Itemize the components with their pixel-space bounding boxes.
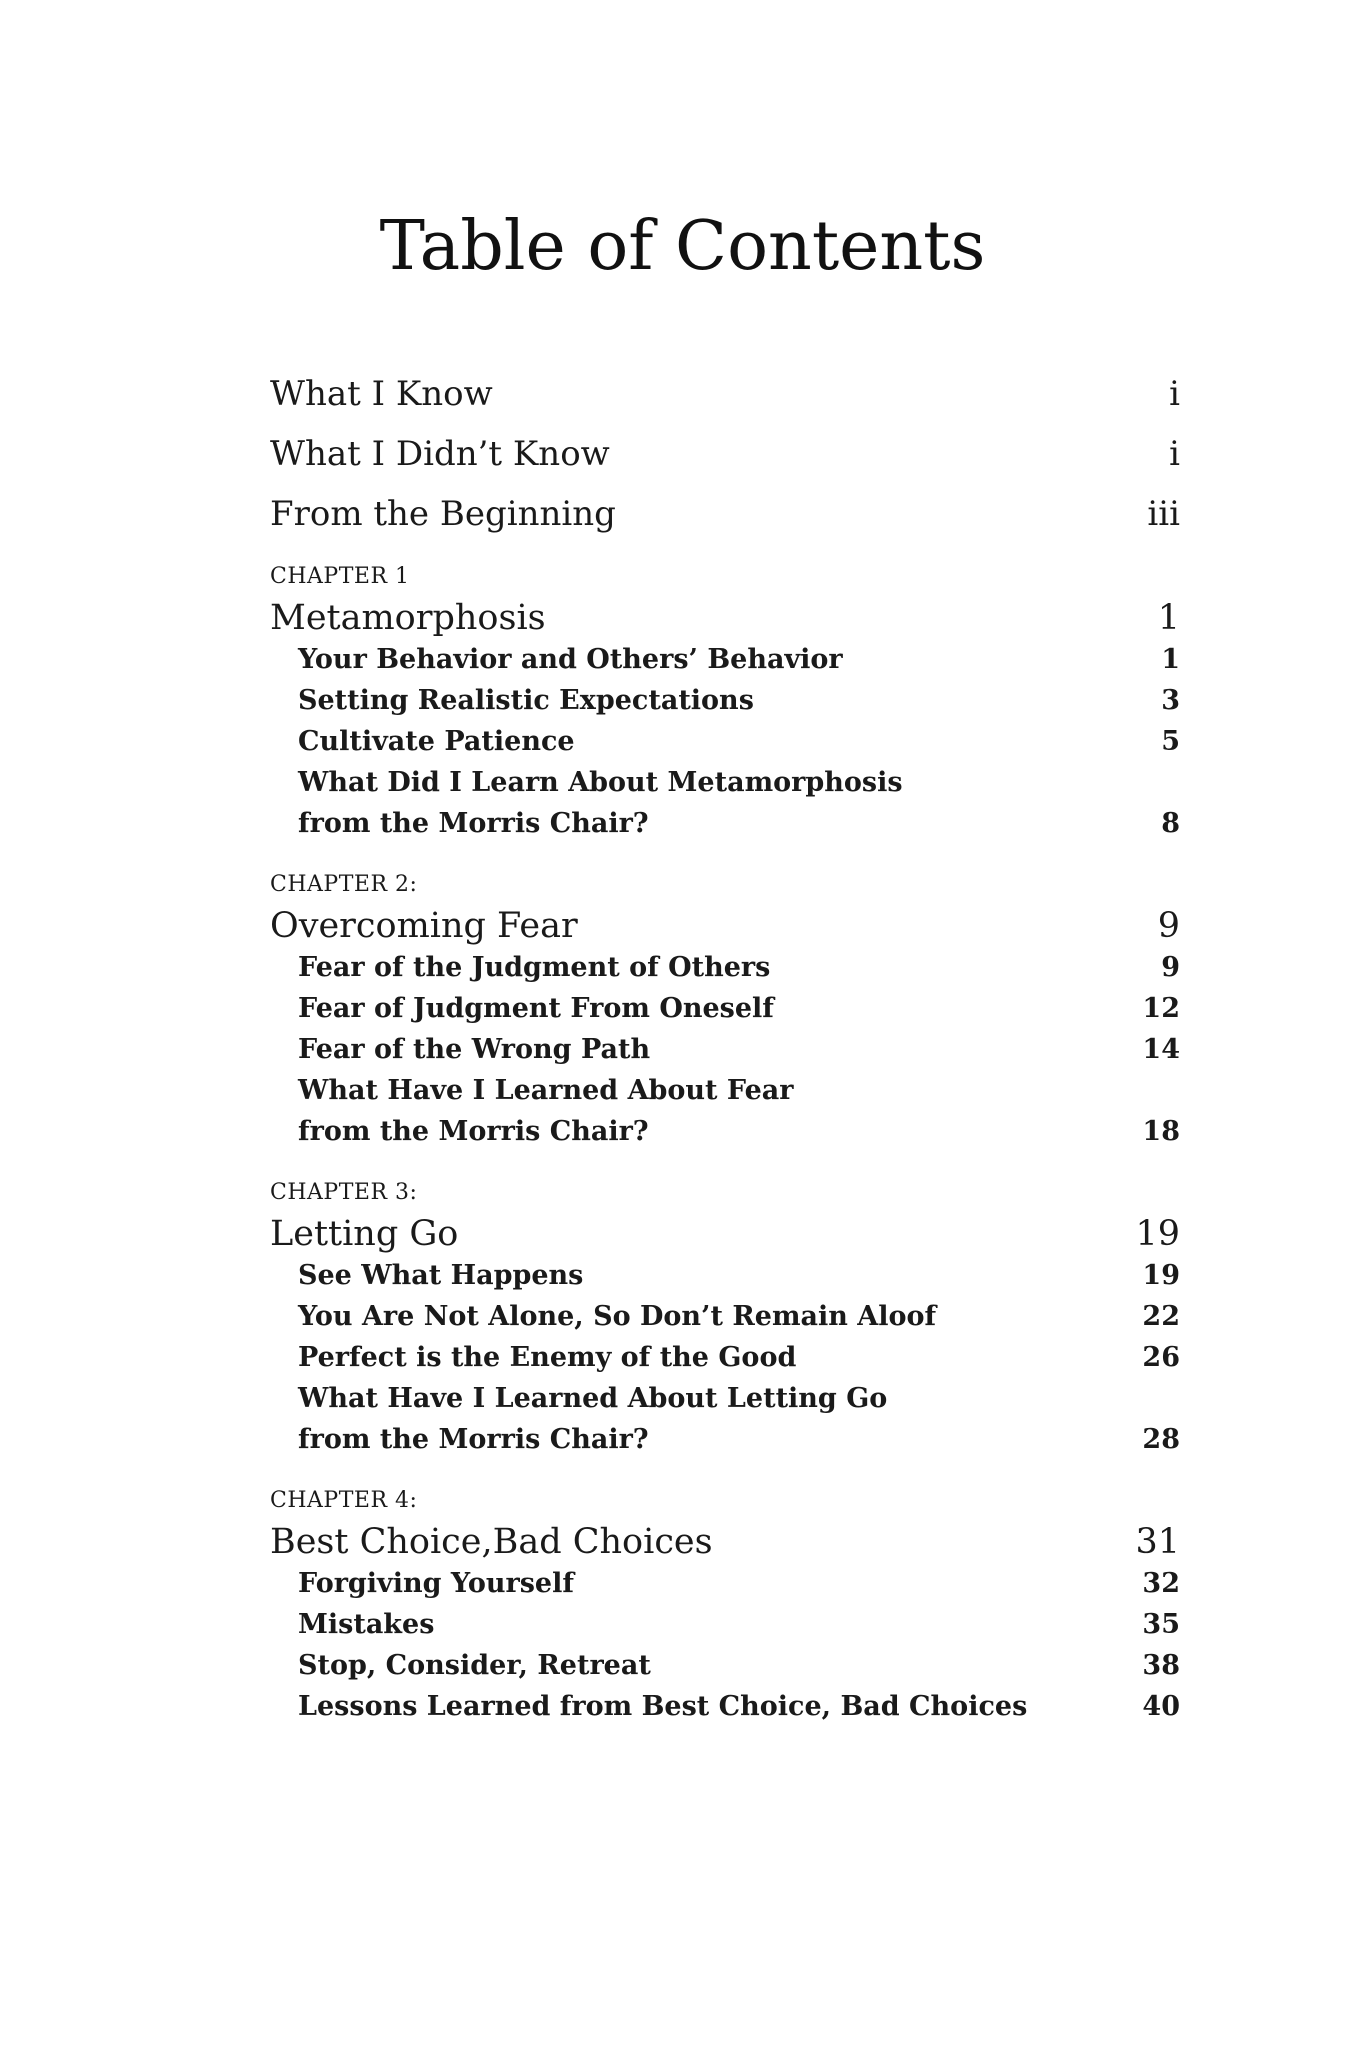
section-entry[interactable] <box>270 1648 1180 1684</box>
section-label: Perfect is the Enemy of the Good <box>298 1342 797 1373</box>
section-page: 28 <box>1142 1424 1180 1455</box>
chapter-3-label <box>270 1178 1180 1208</box>
section-entry[interactable] <box>270 642 1180 678</box>
chapter-2-title-entry[interactable] <box>270 904 1180 948</box>
section-page: 26 <box>1142 1342 1180 1373</box>
section-page: 38 <box>1142 1650 1180 1681</box>
page-title: Table of Contents <box>379 207 986 286</box>
section-label: See What Happens <box>298 1260 584 1291</box>
section-closing-line1[interactable]: What Have I Learned About Fear <box>298 1075 794 1106</box>
section-page: 32 <box>1142 1568 1180 1599</box>
section-closing-entry[interactable] <box>270 1114 1180 1150</box>
section-label: Mistakes <box>298 1609 435 1640</box>
section-label: Cultivate Patience <box>298 726 575 757</box>
section-label: Lessons Learned from Best Choice, Bad Choices <box>298 1691 1028 1722</box>
section-label: Fear of the Judgment of Others <box>298 952 771 983</box>
toc-entry-front-3[interactable] <box>270 492 1180 536</box>
section-page: 9 <box>1161 952 1180 983</box>
section-entry[interactable] <box>270 1258 1180 1294</box>
section-label: Your Behavior and Others’ Behavior <box>298 644 843 675</box>
chapter-label-text: CHAPTER 2: <box>270 872 418 897</box>
section-page: 35 <box>1142 1609 1180 1640</box>
section-label: from the Morris Chair? <box>298 1116 649 1147</box>
toc-entry-page: i <box>1169 434 1180 474</box>
section-entry[interactable] <box>270 683 1180 719</box>
section-label: Forgiving Yourself <box>298 1568 574 1599</box>
section-label: from the Morris Chair? <box>298 1424 649 1455</box>
chapter-4-label <box>270 1486 1180 1516</box>
section-page: 18 <box>1142 1116 1180 1147</box>
section-entry[interactable] <box>270 1566 1180 1602</box>
section-label: Fear of the Wrong Path <box>298 1034 651 1065</box>
toc-entry-page: i <box>1169 374 1180 414</box>
chapter-1-label <box>270 562 1180 592</box>
section-entry[interactable] <box>270 991 1180 1027</box>
section-entry[interactable] <box>270 1689 1180 1725</box>
section-entry[interactable] <box>270 1299 1180 1335</box>
chapter-title: Letting Go <box>270 1214 459 1254</box>
chapter-label-text: CHAPTER 3: <box>270 1180 418 1205</box>
chapter-page: 31 <box>1135 1522 1180 1562</box>
section-page: 22 <box>1142 1301 1180 1332</box>
section-label: Setting Realistic Expectations <box>298 685 754 716</box>
section-page: 3 <box>1161 685 1180 716</box>
toc-entry-front-2[interactable] <box>270 432 1180 476</box>
chapter-2-label <box>270 870 1180 900</box>
section-label: from the Morris Chair? <box>298 808 649 839</box>
section-entry[interactable] <box>270 724 1180 760</box>
section-closing-entry[interactable] <box>270 806 1180 842</box>
chapter-page: 9 <box>1157 906 1180 946</box>
section-entry[interactable] <box>270 1607 1180 1643</box>
section-page: 14 <box>1142 1034 1180 1065</box>
section-entry[interactable] <box>270 950 1180 986</box>
chapter-label-text: CHAPTER 4: <box>270 1488 418 1513</box>
chapter-title: Metamorphosis <box>270 598 546 638</box>
chapter-1-title-entry[interactable] <box>270 596 1180 640</box>
chapter-title: Overcoming Fear <box>270 906 578 946</box>
chapter-label-text: CHAPTER 1 <box>270 564 410 589</box>
chapter-3-title-entry[interactable] <box>270 1212 1180 1256</box>
toc-entry-label: What I Didn’t Know <box>270 434 610 474</box>
section-closing-entry[interactable] <box>270 1422 1180 1458</box>
section-page: 1 <box>1161 644 1180 675</box>
section-page: 8 <box>1161 808 1180 839</box>
toc-entry-label: From the Beginning <box>270 494 616 534</box>
toc-entry-front-1[interactable] <box>270 372 1180 416</box>
section-page: 5 <box>1161 726 1180 757</box>
section-label: Fear of Judgment From Oneself <box>298 993 774 1024</box>
toc-entry-label: What I Know <box>270 374 493 414</box>
toc-entry-page: iii <box>1147 494 1180 534</box>
section-label: You Are Not Alone, So Don’t Remain Aloof <box>298 1301 937 1332</box>
section-page: 40 <box>1142 1691 1180 1722</box>
chapter-page: 1 <box>1157 598 1180 638</box>
section-label: Stop, Consider, Retreat <box>298 1650 651 1681</box>
chapter-4-title-entry[interactable] <box>270 1520 1180 1564</box>
chapter-title: Best Choice,Bad Choices <box>270 1522 713 1562</box>
section-page: 19 <box>1142 1260 1180 1291</box>
section-entry[interactable] <box>270 1340 1180 1376</box>
section-closing-line1[interactable]: What Have I Learned About Letting Go <box>298 1383 888 1414</box>
section-page: 12 <box>1142 993 1180 1024</box>
chapter-page: 19 <box>1135 1214 1180 1254</box>
section-entry[interactable] <box>270 1032 1180 1068</box>
section-closing-line1[interactable]: What Did I Learn About Metamorphosis <box>298 767 903 798</box>
